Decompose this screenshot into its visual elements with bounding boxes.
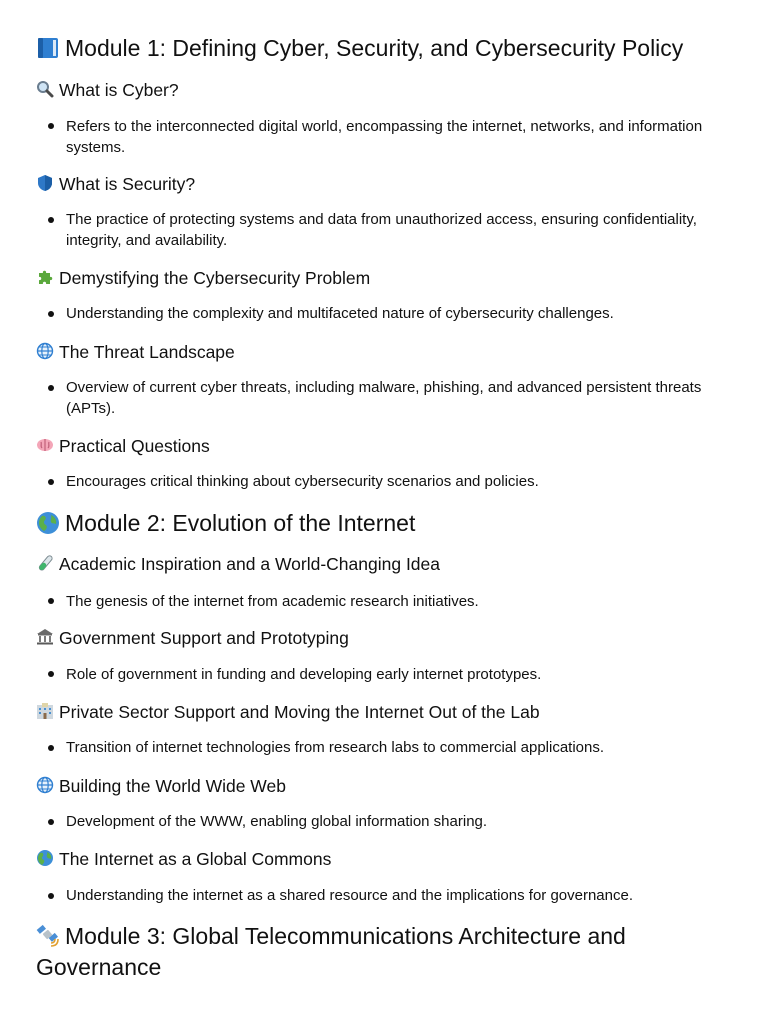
list-item: The practice of protecting systems and data from unauthorized access, ensuring confidentiality, integrity, and availability.: [66, 211, 697, 249]
module-2-title: Module 2: Evolution of the Internet: [65, 510, 416, 536]
module-3-title: Module 3: Global Telecommunications Architecture and: [65, 923, 626, 949]
bullet-marker: [48, 385, 54, 391]
section-heading: [36, 340, 235, 364]
bullet-marker: [48, 893, 54, 899]
brain-icon: [36, 436, 54, 454]
satellite-icon: [36, 924, 60, 948]
section-heading: [36, 78, 179, 102]
section-heading: [36, 774, 286, 798]
section-heading-text: Practical Questions: [59, 436, 210, 456]
section-heading: [36, 700, 540, 724]
section-heading-text: Government Support and Prototyping: [59, 628, 349, 648]
section-heading: [36, 434, 210, 458]
section-heading: [36, 266, 370, 290]
module-3-title-continued: Governance: [36, 954, 162, 980]
globe-meridians-icon: [36, 776, 54, 794]
bullet-marker: [48, 123, 54, 129]
list-item: Development of the WWW, enabling global information sharing.: [66, 813, 488, 830]
section-heading-text: Demystifying the Cybersecurity Problem: [59, 268, 371, 288]
bullet-marker: [48, 311, 54, 317]
section-heading-text: The Threat Landscape: [59, 342, 235, 362]
bullet-marker: [48, 217, 54, 223]
section-heading-text: What is Security?: [59, 174, 196, 194]
bullet-marker: [48, 671, 54, 677]
list-item: Understanding the complexity and multifaceted nature of cybersecurity challenges.: [66, 305, 614, 322]
bullet-marker: [48, 745, 54, 751]
list-item: Overview of current cyber threats, including malware, phishing, and advanced persistent threats (APTs).: [66, 379, 702, 417]
module-3-heading: [36, 920, 626, 952]
section-heading-text: Academic Inspiration and a World-Changing Idea: [59, 554, 441, 574]
puzzle-piece-icon: [36, 268, 54, 286]
blue-book-icon: [36, 36, 60, 60]
section-heading: [36, 172, 195, 196]
module-1-heading: [36, 32, 683, 64]
list-item: Refers to the interconnected digital world, encompassing the internet, networks, and information systems.: [66, 118, 703, 156]
bullet-marker: [48, 819, 54, 825]
section-heading: [36, 552, 440, 576]
list-item: The genesis of the internet from academic research initiatives.: [66, 593, 479, 610]
earth-globe-icon: [36, 511, 60, 535]
bullet-marker: [48, 479, 54, 485]
list-item: Transition of internet technologies from research labs to commercial applications.: [66, 739, 605, 756]
magnifying-glass-icon: [36, 80, 54, 98]
list-item: Encourages critical thinking about cybersecurity scenarios and policies.: [66, 473, 539, 490]
module-2-heading: [36, 507, 415, 539]
section-heading-text: What is Cyber?: [59, 80, 179, 100]
bullet-marker: [48, 598, 54, 604]
test-tube-icon: [36, 554, 54, 572]
earth-globe-icon: [36, 849, 54, 867]
list-item: Role of government in funding and developing early internet prototypes.: [66, 666, 542, 683]
list-item: Understanding the internet as a shared resource and the implications for governance.: [66, 887, 634, 904]
shield-icon: [36, 174, 54, 192]
office-building-icon: [36, 702, 54, 720]
section-heading-text: Private Sector Support and Moving the Internet Out of the Lab: [59, 702, 540, 722]
classical-building-icon: [36, 628, 54, 646]
globe-meridians-icon: [36, 342, 54, 360]
section-heading-text: Building the World Wide Web: [59, 776, 286, 796]
section-heading: [36, 626, 349, 650]
module-1-title: Module 1: Defining Cyber, Security, and Cybersecurity Policy: [65, 35, 684, 61]
section-heading-text: The Internet as a Global Commons: [59, 849, 332, 869]
section-heading: [36, 847, 331, 871]
